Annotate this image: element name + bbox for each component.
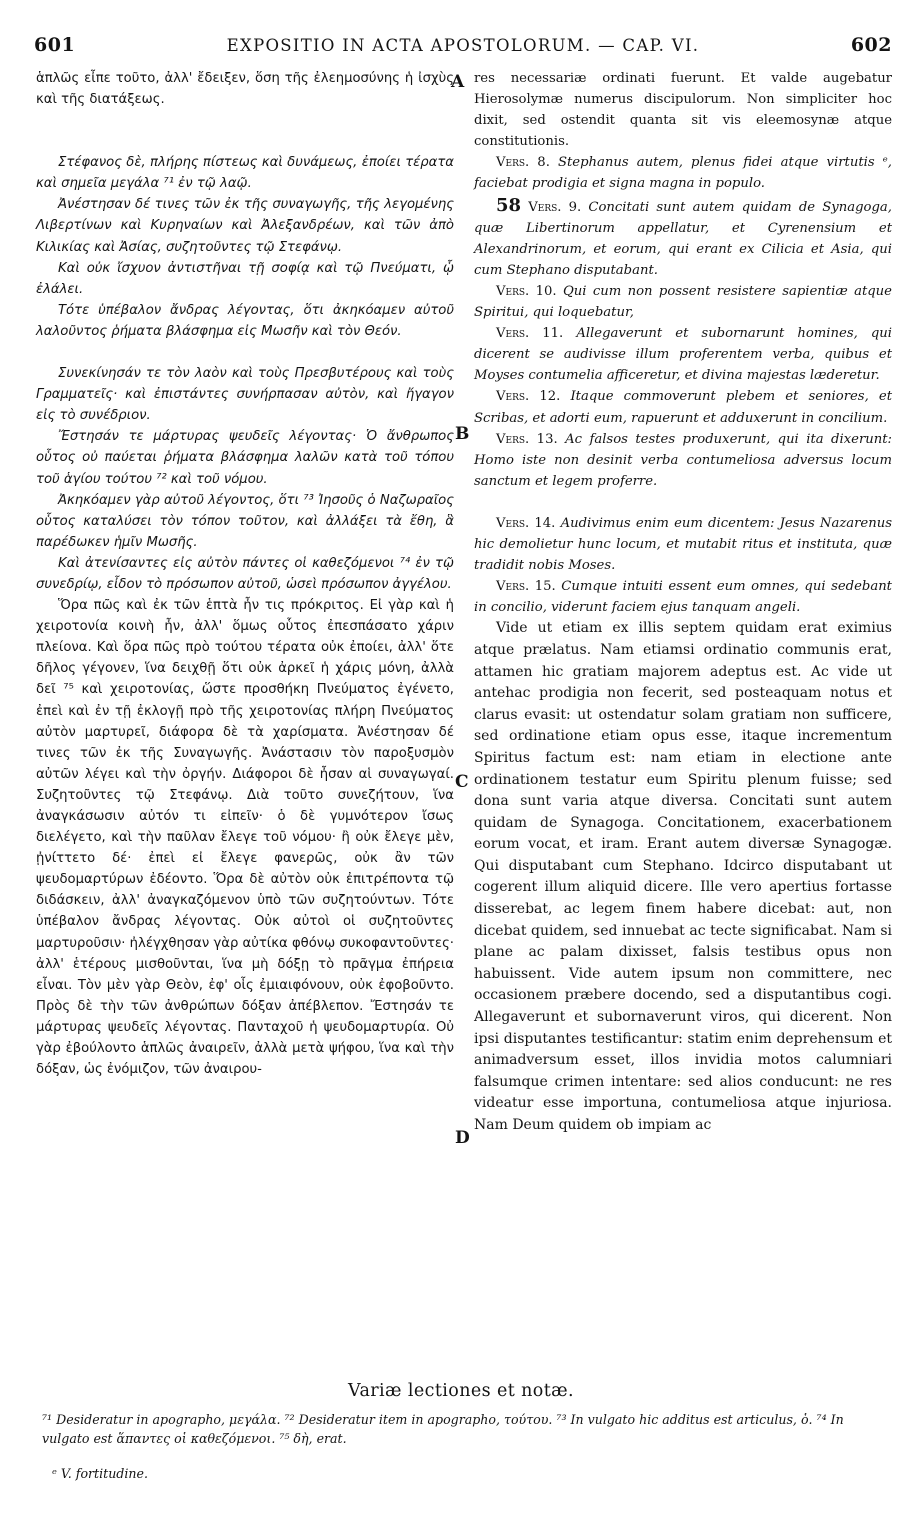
verse-label: Vers. 12. xyxy=(496,389,561,405)
running-header xyxy=(34,34,892,60)
verse-label: Vers. 11. xyxy=(496,326,564,342)
verse-text: Allegaverunt et subornarunt homines, qui dicerent se audivisse illum proferentem verba, quibus et Moyses contumelia afficeretur, et divina majestas læderetur. xyxy=(474,326,892,384)
verse-text: Stephanus autem, plenus fidei atque virtutis ᵉ, faciebat prodigia et signa magna in populo. xyxy=(474,155,892,192)
section-marker-b: B xyxy=(455,424,470,444)
section-number: 58 xyxy=(496,194,522,216)
verse-label: Vers. 14. xyxy=(496,515,556,531)
greek-verse: Ἀκηκόαμεν γὰρ αὐτοῦ λέγοντος, ὅτι ⁷³ Ἰησοῦς ὁ Ναζωραῖος οὗτος καταλύσει τὸν τόπον τοῦτον, καὶ ἀλλάξει τὰ ἔθη, ἃ παρέδωκεν ἡμῖν Μωσῆς. xyxy=(36,492,454,550)
greek-paragraph: ἁπλῶς εἶπε τοῦτο, ἀλλ' ἔδειξεν, ὅση τῆς ἐλεημοσύνης ἡ ἰσχὺς καὶ τῆς διατάξεως. xyxy=(36,71,454,108)
note-line: ⁷¹ Desideratur in apographo, μεγάλα. ⁷² Desideratur item in apographo, τούτου. ⁷³ In vulgato hic additus est articulus, ὁ. ⁷⁴ In vulgato est ἅπαντες οἱ καθεζόμενοι. ⁷⁵ δὴ, erat. xyxy=(42,1412,844,1446)
latin-verse xyxy=(474,513,892,576)
verse-text: Itaque commoverunt plebem et seniores, et Scribas, et adorti eum, rapuerunt et adduxerunt in concilium. xyxy=(474,389,892,426)
greek-verse: Ἀνέστησαν δέ τινες τῶν ἐκ τῆς συναγωγῆς, τῆς λεγομένης Λιβερτίνων καὶ Κυρηναίων καὶ Ἀλεξανδρέων, καὶ τῶν ἀπὸ Κιλικίας καὶ Ἀσίας, συζητοῦντες τῷ Στεφάνῳ. xyxy=(36,197,454,255)
latin-verse xyxy=(474,386,892,428)
verse-text: Cumque intuiti essent eum omnes, qui sedebant in concilio, viderunt faciem ejus tanquam angeli. xyxy=(474,579,892,616)
latin-verse xyxy=(474,429,892,492)
verse-text: Qui cum non possent resistere sapientiæ atque Spiritui, qui loquebatur, xyxy=(474,283,892,321)
verse-text: Ac falsos testes produxerunt, qui ita dixerunt: Homo iste non desinit verba contumeliosa adversus locum sanctum et legem proferre. xyxy=(474,431,892,489)
verse-label: Vers. 9. xyxy=(528,199,582,215)
greek-verse: Καὶ ἀτενίσαντες εἰς αὐτὸν πάντες οἱ καθεζόμενοι ⁷⁴ ἐν τῷ συνεδρίῳ, εἶδον τὸ πρόσωπον αὐτοῦ, ὡσεὶ πρόσωπον ἀγγέλου. xyxy=(36,555,454,592)
notes-block xyxy=(42,1410,892,1448)
greek-verse: Συνεκίνησάν τε τὸν λαὸν καὶ τοὺς Πρεσβυτέρους καὶ τοὺς Γραμματεῖς· καὶ ἐπιστάντες συνήρπασαν αὐτὸν, καὶ ἤγαγον εἰς τὸ συνέδριον. xyxy=(36,366,454,424)
section-marker-d: D xyxy=(455,1128,470,1148)
running-title: EXPOSITIO IN ACTA APOSTOLORUM. — CAP. VI. xyxy=(226,36,700,55)
latin-verse xyxy=(474,576,892,618)
latin-commentary: Vide ut etiam ex illis septem quidam erat eximius atque prælatus. Nam etiamsi ordinatio communis erat, attamen hic gratiam majorem adeptus est. Ac vide ut antehac prodigia non fecerit, sed posteaquam notus et clarus evasit: ut ostendatur solam gratiam non sufficere, sed ordinatione etiam opus esse, itaque incrementum Spiritus factum est: nam etiam in electione ante ordinationem testatur eum Spiritu plenum fuisse; sed dona sunt varia atque diversa. Concitati sunt autem quidam de Synagoga. Concitationem, exacerbationem eorum vocat, et iram. Erant autem diversæ Synagogæ. Qui disputabant cum Stephano. Idcirco disputabant ut cogerent illum aliquid dicere. Ille vero apertius fortasse disserebat, ac legem finem habere dicebat: aut, non dicebat quidem, sed innuebat ac tecte significabat. Nam si plane ac palam dixisset, falsis testibus opus non habuissent. Vide autem ipsum non committere, nec occasionem præbere docendo, sed a disputantibus cogi. Allegaverunt et subornaverunt viros, qui dicerent. Non ipsi disputantes testificantur: statim enim deprehensum et animadversum esset, illos invidia motos calumniari falsumque crimen intentare: sed alios conducunt: ne res videatur esse importuna, contumeliosa atque injuriosa. Nam Deum quidem ob impiam ac xyxy=(474,620,892,1133)
latin-column xyxy=(474,68,892,1137)
notes-heading: Variæ lectiones et notæ. xyxy=(348,1381,574,1401)
greek-verse: Στέφανος δὲ, πλήρης πίστεως καὶ δυνάμεως, ἐποίει τέρατα καὶ σημεῖα μεγάλα ⁷¹ ἐν τῷ λαῷ. xyxy=(36,155,454,192)
right-page-number: 602 xyxy=(850,34,892,56)
greek-verse: Τότε ὑπέβαλον ἄνδρας λέγοντας, ὅτι ἀκηκόαμεν αὐτοῦ λαλοῦντος ῥήματα βλάσφημα εἰς Μωσῆν καὶ τὸν Θεόν. xyxy=(36,302,454,339)
left-page-number: 601 xyxy=(34,34,76,56)
latin-verse xyxy=(474,281,892,323)
footnote-e: ᵉ V. fortitudine. xyxy=(52,1466,148,1481)
verse-text: Audivimus enim eum dicentem: Jesus Nazarenus hic demolietur hunc locum, et mutabit ritus et instituta, quæ tradidit nobis Moses. xyxy=(474,515,892,574)
verse-label: Vers. 13. xyxy=(496,431,558,447)
greek-commentary: Ὅρα πῶς καὶ ἐκ τῶν ἑπτὰ ἦν τις πρόκριτος. Εἰ γὰρ καὶ ἡ χειροτονία κοινὴ ἦν, ἀλλ' ὅμως οὗτος ἐπεσπάσατο χάριν πλείονα. Καὶ ὅρα πῶς πρὸ τούτου τέρατα οὐκ ἐποίει, ἀλλ' ὅτε δῆλος γέγονεν, ἵνα δειχθῇ ὅτι οὐκ ἀρκεῖ ἡ χάρις μόνη, ἀλλὰ δεῖ ⁷⁵ καὶ χειροτονίας, ὥστε προσθήκη Πνεύματος ἐγένετο, ἐπεὶ καὶ ἐν τῇ ἐκλογῇ πρὸ τῆς χειροτονίας πλήρη Πνεύματος αὐτὸν μαρτυρεῖ, διάφορα δὲ τὰ χαρίσματα. Ἀνέστησαν δέ τινες τῶν ἐκ τῆς Συναγωγῆς. Ἀνάστασιν τὸν παροξυσμὸν αὐτῶν λέγει καὶ τὴν ὀργήν. Διάφοροι δὲ ἦσαν αἱ συναγωγαί. Συζητοῦντες τῷ Στεφάνῳ. Διὰ τοῦτο συνεζήτουν, ἵνα ἀναγκάσωσιν αὐτόν τι εἰπεῖν· ὁ δὲ γυμνότερον ἴσως διελέγετο, καὶ τὴν παῦλαν ἔλεγε τοῦ νόμου· ἢ οὐκ ἔλεγε μὲν, ᾐνίττετο δέ· ἐπεὶ εἰ ἔλεγε φανερῶς, οὐκ ἂν τῶν ψευδομαρτύρων ἐδέοντο. Ὅρα δὲ αὐτὸν οὐκ ἐπιτρέποντα τῷ διδάσκειν, ἀλλ' ἀναγκαζόμενον ὑπὸ τῶν συζητούντων. Τότε ὑπέβαλον ἄνδρας λέγοντας. Οὐκ αὐτοὶ οἱ συζητοῦντες μαρτυροῦσιν· ἠλέγχθησαν γὰρ αὐτίκα φθόνῳ συκοφαντοῦντες· ἀλλ' ἑτέρους μισθοῦνται, ἵνα μὴ δόξῃ τὸ πρᾶγμα ἐπήρεια εἶναι. Τὸν μὲν γὰρ Θεὸν, ἐφ' οἷς ἐμιαιφόνουν, οὐκ ἐφοβοῦντο. Πρὸς δὲ τὴν τῶν ἀνθρώπων δόξαν ἀπέβλεπον. Ἔστησάν τε μάρτυρας ψευδεῖς λέγοντας. Πανταχοῦ ἡ ψευδομαρτυρία. Οὐ γὰρ ἐβούλοντο ἁπλῶς ἀναιρεῖν, ἀλλὰ μετὰ ψήφου, ἵνα καὶ τὴν δόξαν, ὡς ἐνόμιζον, τῶν ἀναιρου- xyxy=(36,598,454,1078)
latin-verse xyxy=(474,323,892,386)
section-marker-a: A xyxy=(451,72,465,92)
greek-column xyxy=(36,68,454,1080)
section-marker-c: C xyxy=(455,772,469,792)
verse-label: Vers. 15. xyxy=(496,579,556,595)
verse-text: Concitati sunt autem quidam de Synagoga, quæ Libertinorum appellatur, et Cyrenensium et Alexandrinorum, et eorum, qui erant ex Cilicia et Asia, qui cum Stephano disputabant. xyxy=(474,199,892,278)
greek-verse: Ἔστησάν τε μάρτυρας ψευδεῖς λέγοντας· Ὁ ἄνθρωπος οὗτος οὐ παύεται ῥήματα βλάσφημα λαλῶν κατὰ τοῦ τόπου τοῦ ἁγίου τούτου ⁷² καὶ τοῦ νόμου. xyxy=(36,429,454,487)
greek-verse: Καὶ οὐκ ἴσχυον ἀντιστῆναι τῇ σοφίᾳ καὶ τῷ Πνεύματι, ᾧ ἐλάλει. xyxy=(36,260,454,297)
latin-paragraph: res necessariæ ordinati fuerunt. Et valde augebatur Hierosolymæ numerus discipulorum. Non simpliciter hoc dixit, sed ostendit quanta sit vis eleemosynæ atque constitutionis. xyxy=(474,71,892,150)
verse-label: Vers. 8. xyxy=(496,155,550,171)
latin-verse xyxy=(474,152,892,194)
verse-label: Vers. 10. xyxy=(496,283,557,299)
latin-verse xyxy=(474,195,892,281)
